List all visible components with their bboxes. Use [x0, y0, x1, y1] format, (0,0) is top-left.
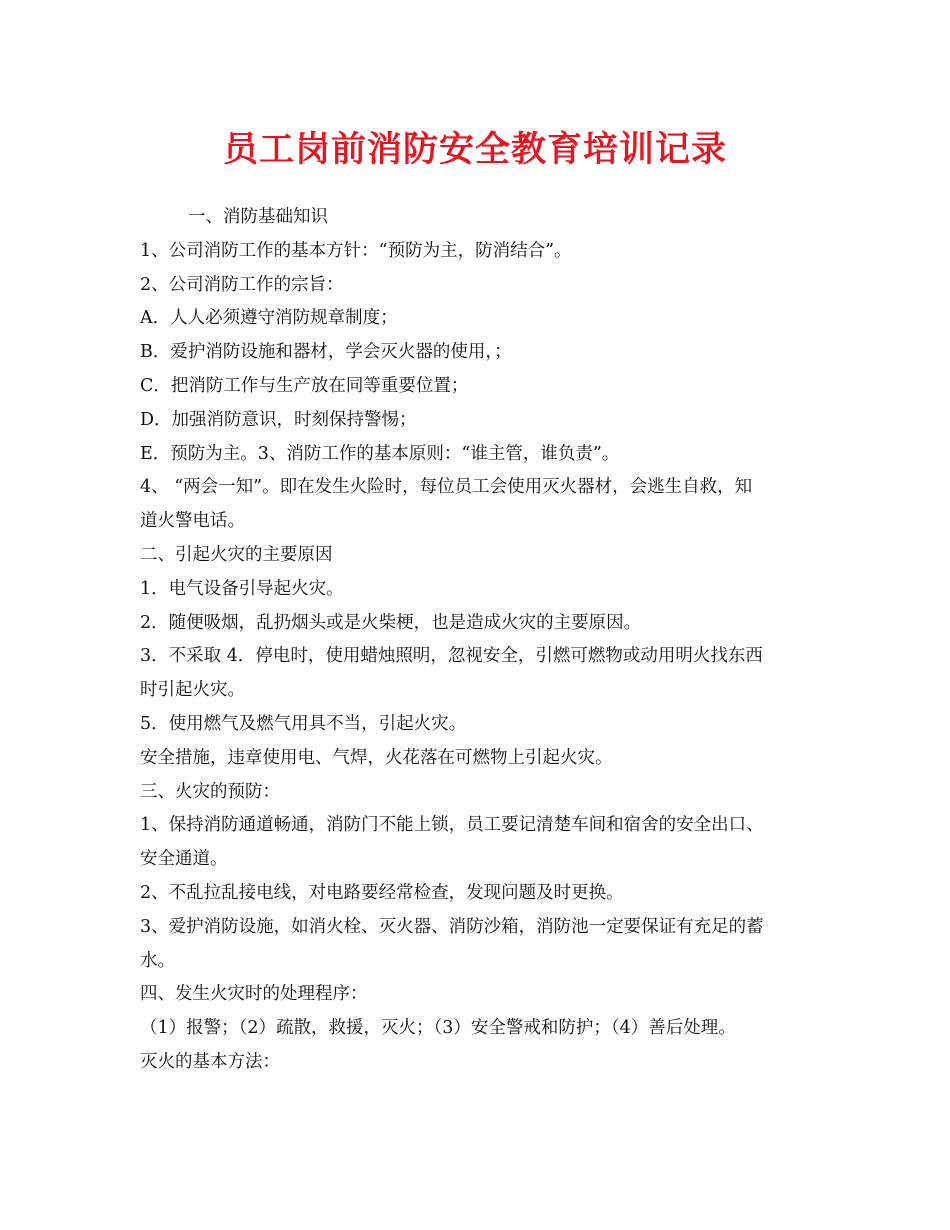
text-line: 1、保持消防通道畅通，消防门不能上锁，员工要记清楚车间和宿舍的安全出口、: [140, 815, 764, 836]
section-heading-fire-causes: 二、引起火灾的主要原因: [140, 544, 333, 565]
text-line: 2、公司消防工作的宗旨：: [140, 274, 344, 295]
section-heading-fire-basics: 一、消防基础知识: [188, 207, 328, 227]
document-body: [140, 201, 820, 1080]
text-line: 2．随便吸烟，乱扔烟头或是火柴梗，也是造成火灾的主要原因。: [140, 612, 642, 633]
text-line: （1）报警；（2）疏散，救援，灭火；（3）安全警戒和防护；（4）善后处理。: [140, 1018, 736, 1039]
document-title: 员工岗前消防安全教育培训记录: [222, 129, 727, 170]
text-line: E．预防为主。3、消防工作的基本原则：“谁主管，谁负责”。: [140, 443, 620, 464]
text-line: 安全通道。: [140, 849, 228, 870]
text-line: B．爱护消防设施和器材，学会灭火器的使用，；: [140, 342, 512, 363]
text-line: 3、爱护消防设施，如消火栓、灭火器、消防沙箱，消防池一定要保证有充足的蓄: [140, 916, 764, 937]
text-line: A．人人必须遵守消防规章制度；: [140, 308, 398, 329]
text-line: 灭火的基本方法：: [140, 1051, 280, 1072]
text-line: 1．电气设备引导起火灾。: [140, 578, 344, 599]
text-line: 5．使用燃气及燃气用具不当，引起火灾。: [140, 713, 467, 734]
text-line: 安全措施，违章使用电、气焊，火花落在可燃物上引起火灾。: [140, 747, 613, 768]
text-line: 时引起火灾。: [140, 680, 245, 701]
text-line: D．加强消防意识，时刻保持警惕；: [140, 409, 417, 430]
text-line: 水。: [140, 950, 175, 971]
text-line: 3．不采取 4．停电时，使用蜡烛照明，忽视安全，引燃可燃物或动用明火找东西: [140, 646, 763, 667]
text-line: 4、 “两会一知”。即在发生火险时，每位员工会使用灭火器材，会逃生自救，知: [140, 477, 753, 498]
text-line: 1、公司消防工作的基本方针：“预防为主，防消结合”。: [140, 240, 572, 261]
text-line: 道火警电话。: [140, 511, 245, 532]
text-line: 2、不乱拉乱接电线，对电路要经常检查，发现问题及时更换。: [140, 882, 624, 903]
text-line: C．把消防工作与生产放在同等重要位置；: [140, 375, 469, 396]
section-heading-fire-procedure: 四、发生火灾时的处理程序：: [140, 984, 368, 1005]
section-heading-fire-prevention: 三、火灾的预防：: [140, 781, 280, 802]
